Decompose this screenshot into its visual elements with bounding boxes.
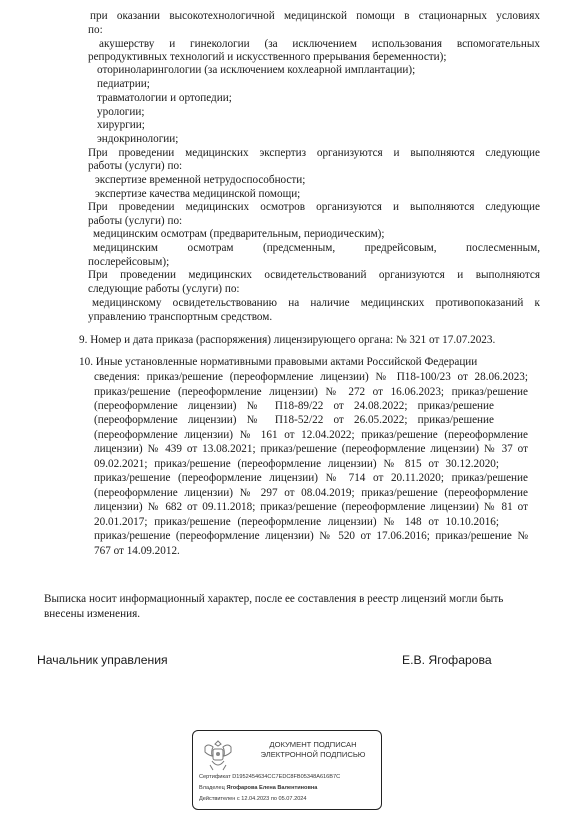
coat-of-arms-icon xyxy=(201,737,235,773)
text-line: При проведении медицинских освидетельствований организуются и выполняются xyxy=(88,269,540,281)
note-line: Выписка носит информационный характер, после ее составления в реестр лицензий могли быть xyxy=(44,593,504,605)
item-10-line: 20.01.2017; приказ/решение (переоформление лицензии) № 148 от 10.10.2016; xyxy=(94,516,499,528)
stamp-owner xyxy=(199,785,317,792)
stamp-certificate-label: Сертификат xyxy=(199,774,231,780)
stamp-validity-label: Действителен с xyxy=(199,796,240,802)
signature-name: Е.В. Ягофарова xyxy=(402,653,492,667)
text-line: эндокринологии; xyxy=(97,133,179,145)
stamp-owner-value: Ягофарова Елена Валентиновна xyxy=(226,785,318,791)
item-10-line: лицензии) № 439 от 13.08.2021; приказ/решение (переоформление лицензии) № 37 от xyxy=(94,443,528,455)
stamp-certificate-value: D1952454634CC7EDC8FB05348A616B7C xyxy=(232,774,341,780)
electronic-signature-stamp xyxy=(192,730,382,810)
text-line: следующие работы (услуги) по: xyxy=(88,283,240,295)
text-line: по: xyxy=(88,24,103,36)
item-10-line: (переоформление лицензии) № П18-52/22 от 26.05.2022; приказ/решение xyxy=(94,414,494,426)
item-10-line: (переоформление лицензии) № 161 от 12.04.2022; приказ/решение (переоформление xyxy=(94,429,528,441)
stamp-title-line: ЭЛЕКТРОННОЙ ПОДПИСЬЮ xyxy=(260,750,366,759)
note-line: внесены изменения. xyxy=(44,608,141,620)
text-line: послерейсовым); xyxy=(88,256,170,268)
text-line: травматологии и ортопедии; xyxy=(97,92,232,104)
stamp-owner-label: Владелец xyxy=(199,785,225,791)
text-line: экспертизе временной нетрудоспособности; xyxy=(95,174,306,186)
signature-position: Начальник управления xyxy=(37,653,168,667)
stamp-validity xyxy=(199,796,307,803)
text-line: медицинскому освидетельствованию на наличие медицинских противопоказаний к xyxy=(92,297,540,309)
item-10-line: лицензии) № 682 от 09.11.2018; приказ/решение (переоформление лицензии) № 81 от xyxy=(94,501,528,513)
text-line: при оказании высокотехнологичной медицинской помощи в стационарных условиях xyxy=(90,10,540,22)
item-10-line: приказ/решение (переоформление лицензии) № 714 от 20.11.2020; приказ/решение xyxy=(94,472,528,484)
item-10-line: (переоформление лицензии) № 297 от 08.04.2019; приказ/решение (переоформление xyxy=(94,487,528,499)
item-10-line: приказ/решение (переоформление лицензии) № 520 от 17.06.2016; приказ/решение № xyxy=(94,530,528,542)
item-10-line: сведения: приказ/решение (переоформление лицензии) № П18-100/23 от 28.06.2023; xyxy=(94,371,528,383)
item-9-text: 9. Номер и дата приказа (распоряжения) лицензирующего органа: № 321 от 17.07.2023. xyxy=(79,334,496,346)
item-10-line: 09.02.2021; приказ/решение (переоформление лицензии) № 815 от 30.12.2020; xyxy=(94,458,499,470)
stamp-validity-value: 12.04.2023 по 05.07.2024 xyxy=(241,796,307,802)
item-10-line: приказ/решение (переоформление лицензии) № 272 от 16.06.2023; приказ/решение xyxy=(94,386,528,398)
stamp-title-line: ДОКУМЕНТ ПОДПИСАН xyxy=(269,740,357,749)
text-line: хирургии; xyxy=(97,119,145,131)
text-line: урологии; xyxy=(97,106,145,118)
text-line: работы (услуги) по: xyxy=(88,160,183,172)
text-line: педиатрии; xyxy=(97,78,150,90)
item-10-line: 10. Иные установленные нормативными правовыми актами Российской Федерации xyxy=(79,356,478,368)
text-line: При проведении медицинских осмотров организуются и выполняются следующие xyxy=(88,201,540,213)
text-line: экспертизе качества медицинской помощи; xyxy=(95,188,301,200)
text-line: работы (услуги) по: xyxy=(88,215,183,227)
stamp-title xyxy=(251,740,375,760)
text-line: оториноларингологии (за исключением кохлеарной имплантации); xyxy=(97,64,416,76)
text-line: медицинским осмотрам (предсменным, предрейсовым, послесменным, xyxy=(93,242,540,254)
stamp-certificate xyxy=(199,774,340,781)
text-line: медицинским осмотрам (предварительным, периодическим); xyxy=(93,228,385,240)
text-line: При проведении медицинских экспертиз организуются и выполняются следующие xyxy=(88,147,540,159)
text-line: управлению транспортным средством. xyxy=(88,311,273,323)
item-10-line: (переоформление лицензии) № П18-89/22 от 24.08.2022; приказ/решение xyxy=(94,400,494,412)
text-line: акушерству и гинекологии (за исключением использования вспомогательных xyxy=(99,38,540,50)
item-10-line: 767 от 14.09.2012. xyxy=(94,545,180,557)
text-line: репродуктивных технологий и искусственного прерывания беременности); xyxy=(88,51,447,63)
